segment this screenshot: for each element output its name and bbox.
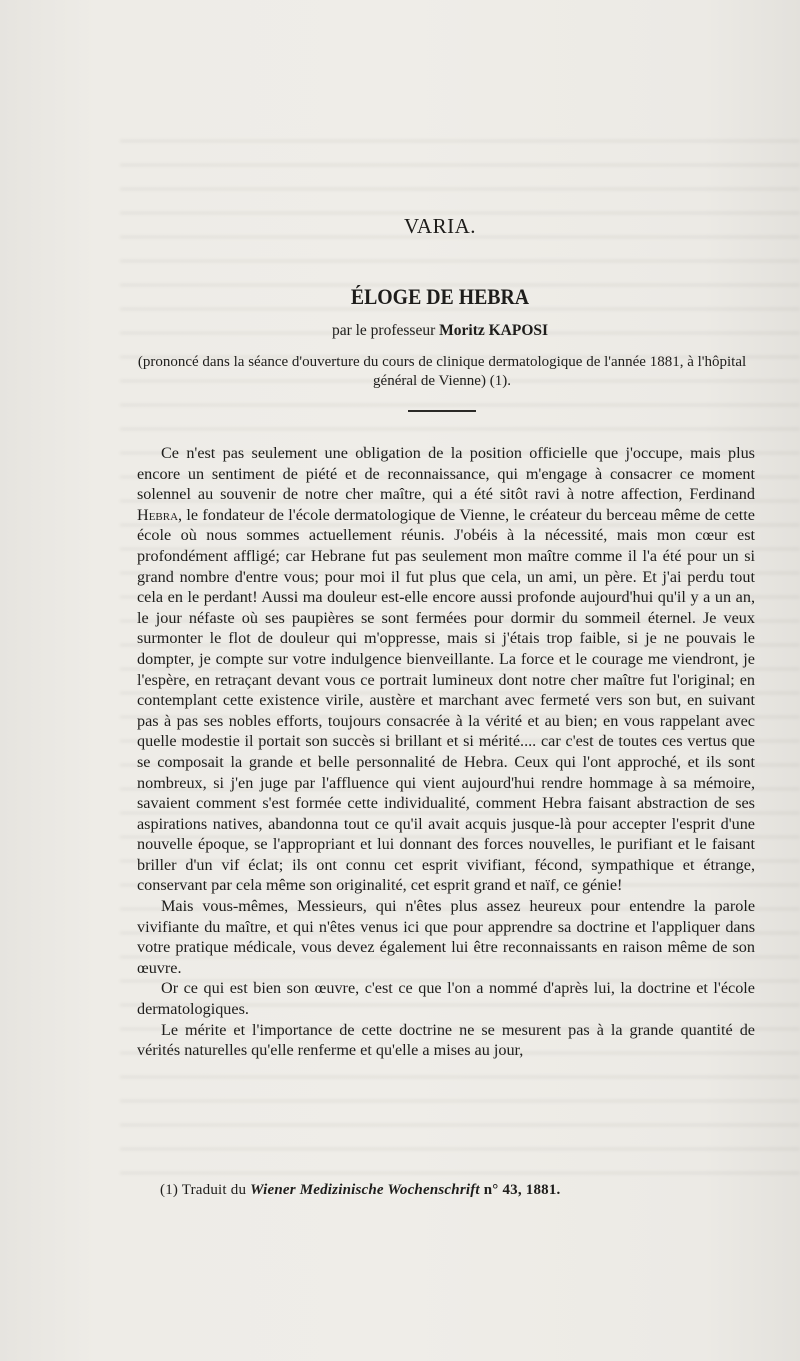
separator-rule	[408, 410, 476, 412]
byline	[0, 322, 800, 340]
footnote-journal: Wiener Medizinische Wochenschrift	[250, 1182, 480, 1198]
footnote	[160, 1182, 760, 1199]
occasion-note: (prononcé dans la séance d'ouverture du cours de clinique dermatologique de l'année 1881, à l'hôpital général de Vienne) (1).	[137, 354, 747, 389]
paragraph-4: Le mérite et l'importance de cette doctrine ne se mesurent pas à la grande quantité de vérités naturelles qu'elle renferme et qu'elle a mises au jour,	[137, 1020, 755, 1060]
article-body	[137, 443, 755, 1061]
hebra-name: Hebra	[137, 505, 179, 524]
footnote-marker: (1) Traduit du	[160, 1182, 247, 1198]
byline-prefix: par le professeur	[331, 322, 436, 339]
footnote-number: n° 43, 1881.	[483, 1182, 561, 1198]
byline-author: Moritz KAPOSI	[439, 322, 549, 339]
article-title: ÉLOGE DE HEBRA	[350, 284, 530, 309]
paragraph-2: Mais vous-mêmes, Messieurs, qui n'êtes plus assez heureux pour entendre la parole vivifiante du maître, et qui n'êtes venus ici que pour apprendre sa doctrine et l'appliquer dans votre pratique médicale, vous devez également lui être reconnaissants en raison même de son œuvre.	[137, 897, 755, 977]
paragraph-1-start: Ce n'est pas seulement une obligation de la position officielle que j'occupe, mais plus encore un sentiment de piété et de reconnaissance, qui m'engage à consacrer ce moment solennel au souvenir de notre cher maître, qui a été sitôt ravi à notre affection, Ferdinand	[137, 444, 755, 504]
paragraph-3: Or ce qui est bien son œuvre, c'est ce que l'on a nommé d'après lui, la doctrine et l'école dermatologiques.	[137, 979, 755, 1019]
paragraph-1	[137, 443, 755, 896]
paragraph-1-rest: , le fondateur de l'école dermatologique de Vienne, le créateur du berceau même de cette école où nous sommes actuellement réunis. J'obéis à la nécessité, mais mon cœur est profondément affligé; car Hebrane fut pas seulement mon maître comme il l'a été pour un si grand nombre d'entre vous; pour moi il fut plus que cela, un ami, un père. Et j'ai perdu tout cela en le perdant! Aussi ma douleur est-elle encore aussi profonde aujourd'hui qu'il y a un an, le jour néfaste où ses paupières se sont fermées pour dormir du sommeil éternel. Je veux surmonter le flot de douleur qui m'oppresse, mais si j'étais trop faible, si je ne pouvais le dompter, je compte sur votre indulgence bienveillante. La force et le courage me viendront, je l'espère, en retraçant devant vous ce portrait lumineux dont notre cher maître fut l'original; en contemplant cette existence virile, austère et marchant avec fermeté vers son but, en suivant pas à pas ses nobles efforts, toujours consacrée à la vérité et au bien; en vous rappelant avec quelle modestie il portait son succès si brillant et si mérité.... car c'est de toutes ces vertus que se composait la grande et belle personnalité de Hebra. Ceux qui l'ont approché, et ils sont nombreux, si j'en juge par l'affluence qui vient aujourd'hui rendre hommage à sa mémoire, savaient comment s'est formée cette individualité, comment Hebra faisant abstraction de ses aspirations natives, abandonna tout ce qu'il avait acquis jusque-là pour accepter l'esprit d'une nouvelle époque, se l'appropriant et lui donnant des forces nouvelles, le purifiant et le faisant briller d'un vif éclat; ils ont connu cet esprit vivifiant, fécond, sympathique et étrange, conservant par cela même son originalité, cet esprit grand et naïf, ce génie!	[137, 505, 755, 895]
section-title: VARIA.	[403, 214, 477, 238]
